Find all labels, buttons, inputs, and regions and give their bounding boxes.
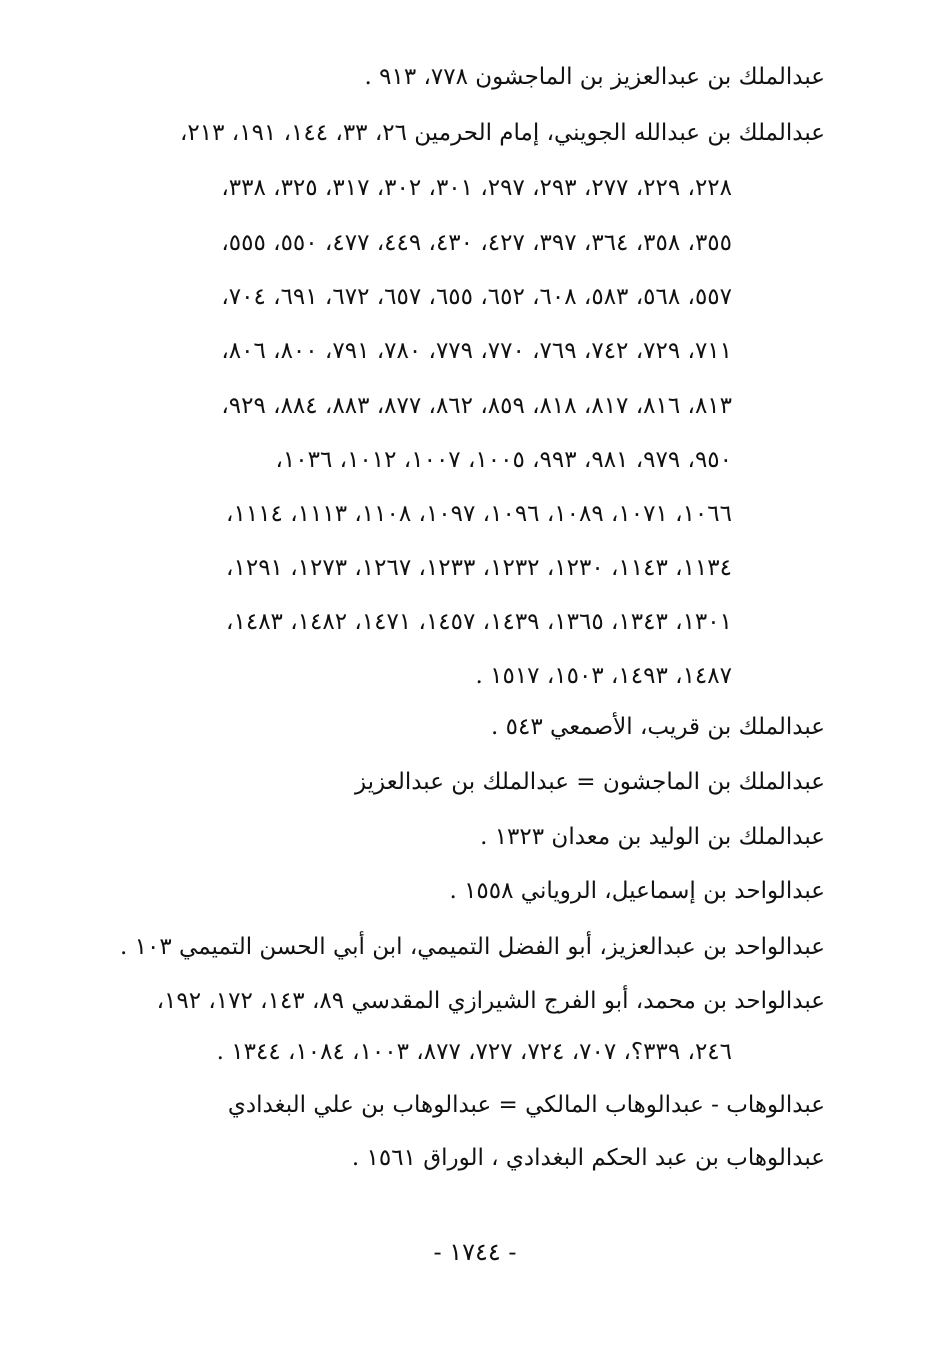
index-continuation: ١٠٦٦، ١٠٧١، ١٠٨٩، ١٠٩٦، ١٠٩٧، ١١٠٨، ١١١٣، ١١١٤، <box>226 501 732 527</box>
index-continuation: ٥٥٧، ٥٦٨، ٥٨٣، ٦٠٨، ٦٥٢، ٦٥٥، ٦٥٧، ٦٧٢، ٦٩١، ٧٠٤، <box>221 284 732 310</box>
index-continuation: ٢٤٦، ٣٣٩؟، ٧٠٧، ٧٢٤، ٧٢٧، ٨٧٧، ١٠٠٣، ١٠٨٤، ١٣٤٤ . <box>216 1039 732 1065</box>
page-number: - ١٧٤٤ - <box>433 1238 517 1266</box>
index-entry: عبدالواحد بن عبدالعزيز، أبو الفضل التميمي، ابن أبي الحسن التميمي ١٠٣ . <box>120 934 825 960</box>
index-entry: عبدالملك بن الوليد بن معدان ١٣٢٣ . <box>480 824 825 850</box>
index-continuation: ٨١٣، ٨١٦، ٨١٧، ٨١٨، ٨٥٩، ٨٦٢، ٨٧٧، ٨٨٣، ٨٨٤، ٩٢٩، <box>221 393 732 419</box>
index-continuation: ٧١١، ٧٢٩، ٧٤٢، ٧٦٩، ٧٧٠، ٧٧٩، ٧٨٠، ٧٩١، ٨٠٠، ٨٠٦، <box>221 338 732 364</box>
index-entry: عبدالملك بن قريب، الأصمعي ٥٤٣ . <box>491 714 825 740</box>
index-entry: عبدالملك بن الماجشون = عبدالملك بن عبدالعزيز <box>354 769 825 795</box>
index-entry: عبدالوهاب بن عبد الحكم البغدادي ، الوراق ١٥٦١ . <box>351 1145 825 1171</box>
index-entry: عبدالوهاب - عبدالوهاب المالكي = عبدالوهاب بن علي البغدادي <box>227 1092 825 1118</box>
index-continuation: ٣٥٥، ٣٥٨، ٣٦٤، ٣٩٧، ٤٢٧، ٤٣٠، ٤٤٩، ٤٧٧، ٥٥٠، ٥٥٥، <box>221 230 732 256</box>
index-continuation: ٢٢٨، ٢٢٩، ٢٧٧، ٢٩٣، ٢٩٧، ٣٠١، ٣٠٢، ٣١٧، ٣٢٥، ٣٣٨، <box>221 175 732 201</box>
index-entry: عبدالملك بن عبدالعزيز بن الماجشون ٧٧٨، ٩١٣ . <box>364 64 825 90</box>
index-entry: عبدالملك بن عبدالله الجويني، إمام الحرمين ٢٦، ٣٣، ١٤٤، ١٩١، ٢١٣، <box>179 120 825 146</box>
index-continuation: ١١٣٤، ١١٤٣، ١٢٣٠، ١٢٣٢، ١٢٣٣، ١٢٦٧، ١٢٧٣، ١٢٩١، <box>226 555 732 581</box>
index-entry: عبدالواحد بن إسماعيل، الروياني ١٥٥٨ . <box>449 878 825 904</box>
index-continuation: ٩٥٠، ٩٧٩، ٩٨١، ٩٩٣، ١٠٠٥، ١٠٠٧، ١٠١٢، ١٠٣٦، <box>275 447 732 473</box>
index-entry: عبدالواحد بن محمد، أبو الفرج الشيرازي المقدسي ٨٩، ١٤٣، ١٧٢، ١٩٢، <box>156 988 825 1014</box>
index-continuation: ١٣٠١، ١٣٤٣، ١٣٦٥، ١٤٣٩، ١٤٥٧، ١٤٧١، ١٤٨٢، ١٤٨٣، <box>226 609 732 635</box>
index-continuation: ١٤٨٧، ١٤٩٣، ١٥٠٣، ١٥١٧ . <box>475 663 732 689</box>
